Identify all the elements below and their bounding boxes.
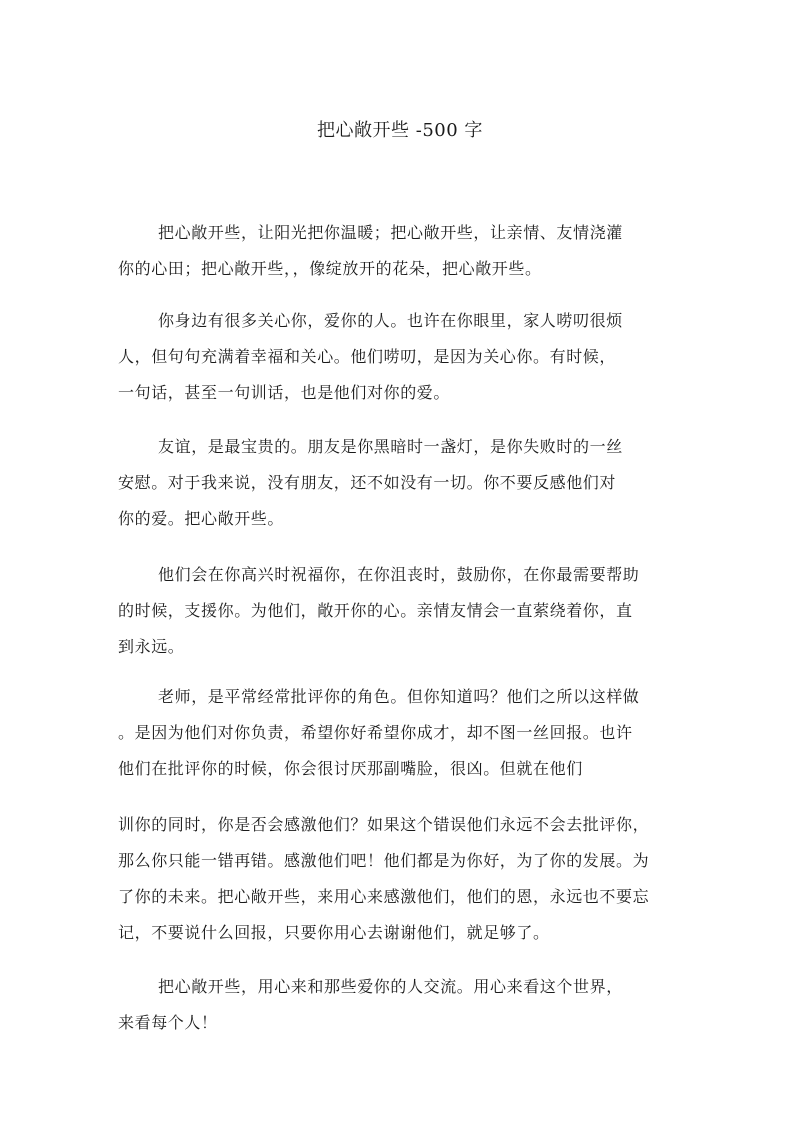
paragraph-line: 来看每个人！ — [118, 1013, 218, 1032]
paragraph-line: 把心敞开些，让阳光把你温暖；把心敞开些，让亲情、友情浇灌 — [158, 223, 623, 242]
paragraph-line: 你的爱。把心敞开些。 — [118, 509, 285, 528]
paragraph-line: 一句话，甚至一句训话，也是他们对你的爱。 — [118, 383, 451, 402]
paragraph-line: 安慰。对于我来说，没有朋友，还不如没有一切。你不要反感他们对 — [118, 473, 617, 492]
paragraph-line: 友谊，是最宝贵的。朋友是你黑暗时一盏灯，是你失败时的一丝 — [158, 437, 623, 456]
document-title: 把心敞开些 -500 字 — [317, 120, 483, 141]
paragraph-line: 到永远。 — [118, 637, 185, 656]
paragraph-line: 了你的未来。把心敞开些，来用心来感激他们，他们的恩，永远也不要忘 — [118, 887, 650, 906]
paragraph-line: 。是因为他们对你负责，希望你好希望你成才，却不图一丝回报。也许 — [118, 723, 633, 742]
paragraph-line: 他们在批评你的时候，你会很讨厌那副嘴脸，很凶。但就在他们 — [118, 759, 583, 778]
paragraph-line: 你身边有很多关心你，爱你的人。也许在你眼里，家人唠叨很烦 — [158, 311, 623, 330]
paragraph-line: 的时候，支援你。为他们，敞开你的心。亲情友情会一直萦绕着你，直 — [118, 601, 633, 620]
paragraph-line: 那么你只能一错再错。感激他们吧！他们都是为你好，为了你的发展。为 — [118, 851, 650, 870]
paragraph-line: 他们会在你高兴时祝福你，在你沮丧时，鼓励你，在你最需要帮助 — [158, 565, 640, 584]
paragraph-line: 你的心田；把心敞开些，，像绽放开的花朵，把心敞开些。 — [118, 259, 542, 278]
paragraph-line: 训你的同时，你是否会感激他们？如果这个错误他们永远不会去批评你， — [118, 815, 650, 834]
paragraph-line: 人，但句句充满着幸福和关心。他们唠叨，是因为关心你。有时候， — [118, 347, 617, 366]
paragraph-line: 记，不要说什么回报，只要你用心去谢谢他们，就足够了。 — [118, 923, 550, 942]
paragraph-line: 老师，是平常经常批评你的角色。但你知道吗？他们之所以这样做 — [158, 687, 640, 706]
paragraph-line: 把心敞开些，用心来和那些爱你的人交流。用心来看这个世界， — [158, 977, 623, 996]
